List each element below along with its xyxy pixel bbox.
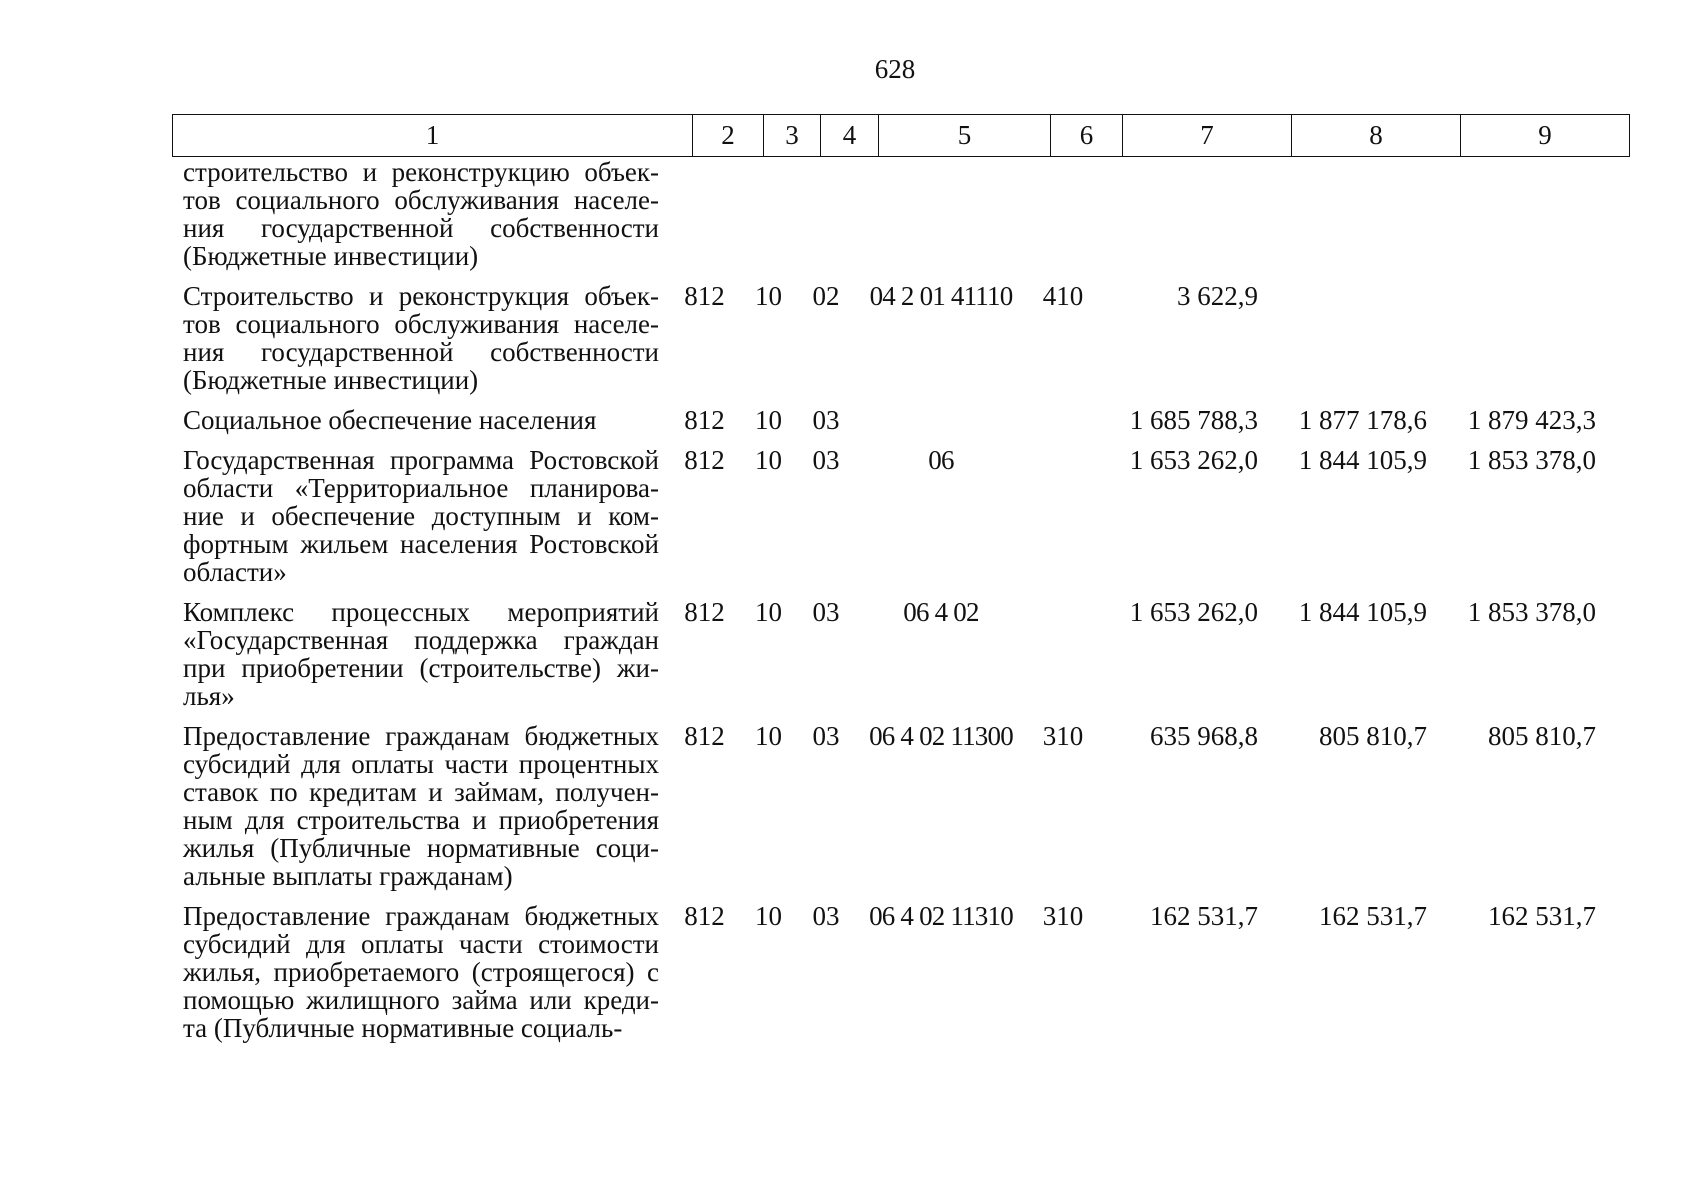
description-line: помощью жилищного займа или креди- bbox=[183, 985, 659, 1015]
header-cell-col-9: 9 bbox=[1461, 115, 1630, 157]
header-cell-col-2: 2 bbox=[693, 115, 764, 157]
description-line: строительство и реконструкцию объек- bbox=[183, 157, 659, 187]
table-row bbox=[172, 722, 1628, 890]
description-line: Комплекс процессных мероприятий bbox=[183, 597, 659, 627]
grbs-code: 812 bbox=[684, 597, 725, 627]
expense-type-code: 310 bbox=[1042, 901, 1084, 931]
header-cell-col-6: 6 bbox=[1051, 115, 1123, 157]
grbs-code: 812 bbox=[684, 405, 725, 435]
section-code: 10 bbox=[755, 281, 782, 311]
amount-year-3: 1 853 378,0 bbox=[1467, 445, 1596, 475]
description-line: области «Территориальное планирова- bbox=[183, 473, 659, 503]
description-line: при приобретении (строительстве) жи- bbox=[183, 653, 659, 683]
amount-year-1: 1 653 262,0 bbox=[1129, 445, 1258, 475]
description-line: та (Публичные нормативные социаль- bbox=[183, 1013, 623, 1043]
table-row bbox=[172, 282, 1628, 394]
amount-year-2: 805 810,7 bbox=[1319, 721, 1427, 751]
description-line: Предоставление гражданам бюджетных bbox=[183, 721, 659, 751]
description-line: субсидий для оплаты части стоимости bbox=[183, 929, 659, 959]
description-line: Строительство и реконструкция объек- bbox=[183, 281, 659, 311]
row-description bbox=[172, 902, 669, 1042]
header-cell-col-8: 8 bbox=[1292, 115, 1461, 157]
amount-year-2: 1 877 178,6 bbox=[1298, 405, 1427, 435]
target-article-code: 06 bbox=[928, 445, 954, 475]
description-line: жилья (Публичные нормативные соци- bbox=[183, 833, 659, 863]
grbs-code: 812 bbox=[684, 445, 725, 475]
table-row bbox=[172, 598, 1628, 710]
subsection-code: 03 bbox=[812, 405, 840, 435]
subsection-code: 03 bbox=[812, 597, 840, 627]
header-cell-col-4: 4 bbox=[821, 115, 879, 157]
subsection-code: 03 bbox=[812, 721, 840, 751]
description-line: альные выплаты гражданам) bbox=[183, 861, 513, 891]
target-article-code: 06 4 02 bbox=[903, 597, 979, 627]
subsection-code: 03 bbox=[812, 901, 840, 931]
description-line: Социальное обеспечение населения bbox=[183, 405, 597, 435]
amount-year-1: 3 622,9 bbox=[1177, 281, 1258, 311]
row-description bbox=[172, 158, 669, 270]
grbs-code: 812 bbox=[684, 281, 725, 311]
description-line: (Бюджетные инвестиции) bbox=[183, 365, 479, 395]
description-line: жилья, приобретаемого (строящегося) с bbox=[183, 957, 659, 987]
target-article-code: 06 4 02 11310 bbox=[869, 901, 1013, 931]
header-cell-col-1: 1 bbox=[173, 115, 693, 157]
table-row bbox=[172, 406, 1628, 434]
row-description bbox=[172, 282, 669, 394]
grbs-code: 812 bbox=[684, 721, 725, 751]
description-line: фортным жильем населения Ростовской bbox=[183, 529, 659, 559]
expense-type-code: 310 bbox=[1042, 721, 1084, 751]
amount-year-1: 635 968,8 bbox=[1150, 721, 1258, 751]
column-number-header bbox=[172, 114, 1630, 157]
row-description bbox=[172, 406, 669, 434]
description-line: «Государственная поддержка граждан bbox=[183, 625, 659, 655]
section-code: 10 bbox=[755, 405, 782, 435]
section-code: 10 bbox=[755, 721, 782, 751]
table-row bbox=[172, 446, 1628, 586]
table-row bbox=[172, 158, 1628, 270]
amount-year-2: 1 844 105,9 bbox=[1298, 597, 1427, 627]
page-number: 628 bbox=[874, 54, 916, 84]
row-description bbox=[172, 722, 669, 890]
amount-year-1: 1 685 788,3 bbox=[1129, 405, 1258, 435]
subsection-code: 02 bbox=[812, 281, 840, 311]
section-code: 10 bbox=[755, 445, 782, 475]
amount-year-3: 1 879 423,3 bbox=[1467, 405, 1596, 435]
expense-type-code: 410 bbox=[1042, 281, 1084, 311]
description-line: ным для строительства и приобретения bbox=[183, 805, 659, 835]
amount-year-1: 1 653 262,0 bbox=[1129, 597, 1258, 627]
amount-year-1: 162 531,7 bbox=[1150, 901, 1258, 931]
target-article-code: 04 2 01 41110 bbox=[869, 281, 1013, 311]
section-code: 10 bbox=[755, 901, 782, 931]
grbs-code: 812 bbox=[684, 901, 725, 931]
description-line: ния государственной собственности bbox=[183, 213, 659, 243]
section-code: 10 bbox=[755, 597, 782, 627]
table-row bbox=[172, 902, 1628, 1042]
header-cell-col-7: 7 bbox=[1123, 115, 1292, 157]
amount-year-2: 162 531,7 bbox=[1319, 901, 1427, 931]
description-line: (Бюджетные инвестиции) bbox=[183, 241, 479, 271]
description-line: ние и обеспечение доступным и ком- bbox=[183, 501, 659, 531]
description-line: ставок по кредитам и займам, получен- bbox=[183, 777, 659, 807]
amount-year-3: 162 531,7 bbox=[1488, 901, 1596, 931]
amount-year-3: 1 853 378,0 bbox=[1467, 597, 1596, 627]
subsection-code: 03 bbox=[812, 445, 840, 475]
description-line: ния государственной собственности bbox=[183, 337, 659, 367]
amount-year-2: 1 844 105,9 bbox=[1298, 445, 1427, 475]
budget-table-body bbox=[172, 158, 1628, 1054]
description-line: лья» bbox=[183, 681, 235, 711]
header-cell-col-3: 3 bbox=[764, 115, 821, 157]
description-line: тов социального обслуживания населе- bbox=[183, 185, 659, 215]
description-line: Предоставление гражданам бюджетных bbox=[183, 901, 659, 931]
amount-year-3: 805 810,7 bbox=[1488, 721, 1596, 751]
description-line: тов социального обслуживания населе- bbox=[183, 309, 659, 339]
description-line: Государственная программа Ростовской bbox=[183, 445, 659, 475]
target-article-code: 06 4 02 11300 bbox=[869, 721, 1013, 751]
row-description bbox=[172, 598, 669, 710]
description-line: субсидий для оплаты части процентных bbox=[183, 749, 659, 779]
header-cell-col-5: 5 bbox=[879, 115, 1051, 157]
row-description bbox=[172, 446, 669, 586]
description-line: области» bbox=[183, 557, 287, 587]
